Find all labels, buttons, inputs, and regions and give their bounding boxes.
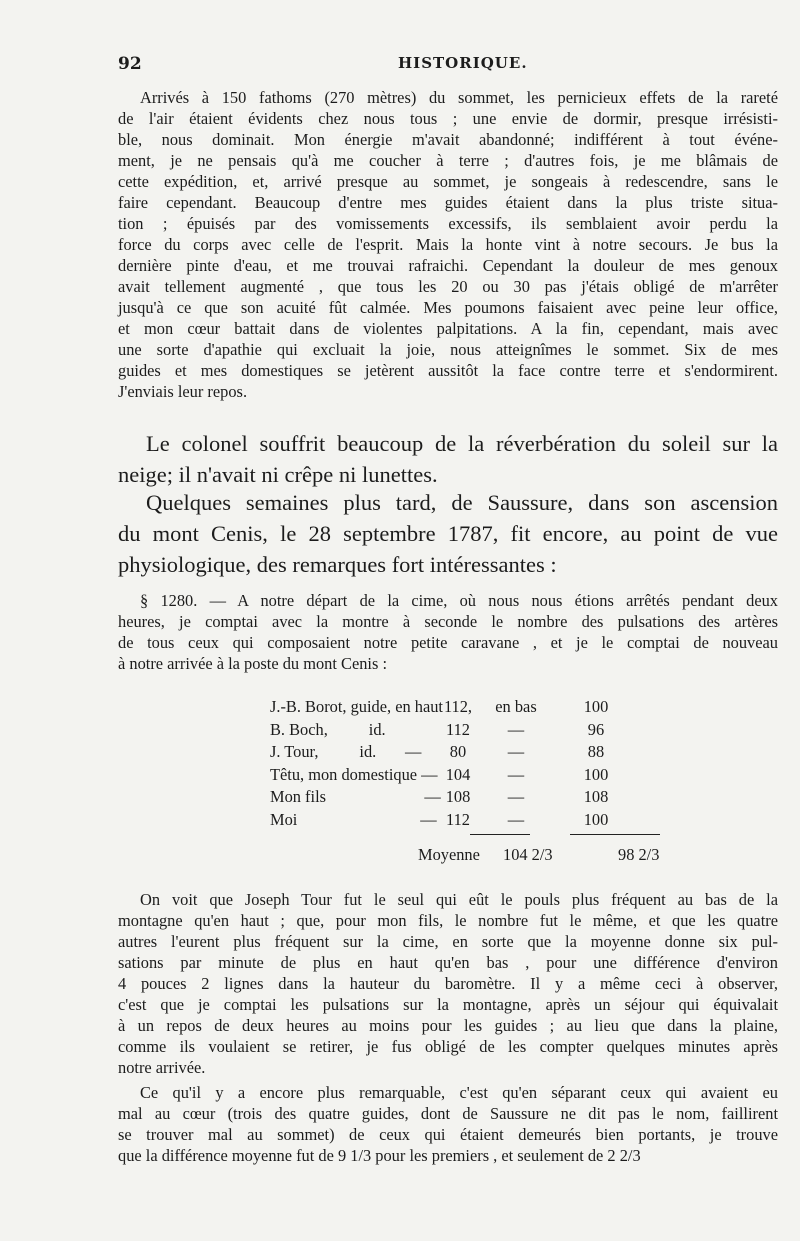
text-line: J'enviais leur repos. bbox=[118, 382, 248, 401]
text-line: Quelques semaines plus tard, de Saussure, dans son ascension bbox=[146, 490, 778, 515]
pulse-top: 112 bbox=[446, 809, 470, 829]
text-line: guides et mes domestiques se jetèrent aussitôt la face contre terre et s'endormirent. bbox=[118, 361, 778, 380]
text-line: que la différence moyenne fut de 9 1/3 pour les premiers , et seulement de 2 2/3 bbox=[118, 1146, 641, 1165]
pulse-top: 108 bbox=[445, 787, 471, 806]
text-line: de tous ceux qui composaient notre petite caravane , et je le comptai de nouveau bbox=[118, 633, 778, 652]
text-line: Arrivés à 150 fathoms (270 mètres) du sommet, les pernicieux effets de la rareté bbox=[140, 88, 778, 107]
text-line: Ce qu'il y a encore plus remarquable, c'est qu'en séparant ceux qui avaient eu bbox=[140, 1083, 778, 1102]
row-name: J. Tour, id. — bbox=[270, 742, 422, 761]
row-name: Moi — bbox=[270, 809, 437, 829]
page-number: 92 bbox=[118, 54, 142, 74]
separator: en bas bbox=[495, 697, 537, 716]
text-line: montagne qu'en haut ; que, pour mon fils, le nombre fut le même, et que les quatre bbox=[118, 911, 778, 930]
paragraph-commentary bbox=[118, 889, 778, 1078]
pulse-top: 80 bbox=[449, 742, 467, 761]
table-row bbox=[270, 720, 690, 743]
text-line: Le colonel souffrit beaucoup de la réverbération du soleil sur la bbox=[146, 431, 778, 456]
paragraph-saussure-intro bbox=[118, 487, 778, 580]
running-title: HISTORIQUE. bbox=[398, 54, 528, 72]
row-name: B. Boch, id. bbox=[270, 719, 386, 739]
sum-rule-bottom bbox=[570, 834, 660, 835]
text-line: de l'air étaient évidents chez nous tous ; une envie de dormir, presque irrésisti- bbox=[118, 109, 778, 128]
table-row bbox=[270, 742, 690, 765]
separator: — bbox=[507, 742, 525, 761]
text-line: force du corps avec celle de l'esprit. Mais la honte vint à notre secours. Je bus la bbox=[118, 235, 778, 254]
pulse-table bbox=[270, 697, 690, 864]
text-line: mal au cœur (trois des quatre guides, dont de Saussure ne dit pas le nom, faillirent bbox=[118, 1104, 778, 1123]
text-line: se trouver mal au sommet) de ceux qui étaient demeurés bien portants, je trouve bbox=[118, 1125, 778, 1144]
text-line: heures, je comptai avec la montre à seconde le nombre des pulsations des artères bbox=[118, 612, 778, 631]
paragraph-colonel bbox=[118, 428, 778, 490]
table-row bbox=[270, 810, 690, 833]
pulse-bottom: 100 bbox=[583, 764, 609, 784]
text-line: à un repos de deux heures au moins pour les guides ; au lieu que dans la plaine, bbox=[118, 1016, 778, 1035]
row-name: Mon fils — bbox=[270, 787, 441, 806]
average-top: 104 2/3 bbox=[503, 845, 553, 864]
pulse-top: 112, bbox=[443, 697, 473, 716]
text-line: sations par minute de plus en haut qu'en bas , pour une différence d'environ bbox=[118, 953, 778, 972]
table-row bbox=[270, 697, 690, 720]
text-line: ment, je ne pensais qu'à me coucher à terre ; d'autres fois, je me blâmais de bbox=[118, 151, 778, 170]
text-line: physiologique, des remarques fort intéressantes : bbox=[118, 552, 557, 577]
text-line: On voit que Joseph Tour fut le seul qui eût le pouls plus fréquent au bas de la bbox=[140, 890, 778, 909]
separator: — bbox=[507, 787, 525, 806]
page-header bbox=[118, 54, 778, 78]
average-row bbox=[270, 845, 690, 868]
text-line: neige; il n'avait ni crêpe ni lunettes. bbox=[118, 462, 438, 487]
separator: — bbox=[507, 764, 525, 784]
pulse-bottom: 100 bbox=[583, 697, 609, 716]
sum-rule-top bbox=[470, 834, 530, 835]
pulse-top: 104 bbox=[445, 764, 471, 784]
text-line: c'est que je comptai les pulsations sur la montagne, après un séjour qui équivalait bbox=[118, 995, 778, 1014]
text-line: faire cependant. Beaucoup d'entre mes guides étaient dans la plus triste situa- bbox=[118, 193, 778, 212]
table-row bbox=[270, 765, 690, 788]
pulse-bottom: 96 bbox=[587, 719, 605, 739]
pulse-bottom: 88 bbox=[587, 742, 605, 761]
quote-paragraph-1280 bbox=[118, 590, 778, 674]
pulse-bottom: 108 bbox=[583, 787, 609, 806]
separator: — bbox=[507, 809, 525, 829]
table-row bbox=[270, 787, 690, 810]
text-line: à notre arrivée à la poste du mont Cenis : bbox=[118, 654, 387, 673]
text-line: ble, nous dominait. Mon énergie m'avait abandonné; indifférent à tout événe- bbox=[118, 130, 778, 149]
text-line: du mont Cenis, le 28 septembre 1787, fit encore, au point de vue bbox=[118, 521, 778, 546]
text-line: autres l'eurent plus fréquent sur la cime, en sorte que la moyenne donne six pul- bbox=[118, 932, 778, 951]
text-line: tion ; épuisés par des vomissements excessifs, ils semblaient avoir perdu la bbox=[118, 214, 778, 233]
average-bottom: 98 2/3 bbox=[618, 845, 660, 864]
paragraph-mal-au-coeur bbox=[118, 1082, 778, 1166]
pulse-bottom: 100 bbox=[583, 809, 609, 829]
separator: — bbox=[507, 719, 525, 739]
text-line: et mon cœur battait dans de violentes palpitations. A la fin, cependant, mais avec bbox=[118, 319, 778, 338]
text-line: 4 pouces 2 lignes dans la hauteur du baromètre. Il y a même ceci à observer, bbox=[118, 974, 778, 993]
average-label: Moyenne bbox=[418, 845, 480, 864]
text-line: § 1280. — A notre départ de la cime, où nous nous étions arrêtés pendant deux bbox=[140, 591, 778, 610]
row-name: J.-B. Borot, guide, en haut bbox=[270, 697, 443, 716]
text-line: dernière pinte d'eau, et me trouvai rafraichi. Cependant la douleur de mes genoux bbox=[118, 256, 778, 275]
text-line: cette expédition, et, arrivé presque au sommet, je songeais à redescendre, sans le bbox=[118, 172, 778, 191]
text-line: une sorte d'apathie qui excluait la joie, nous atteignîmes le sommet. Six de mes bbox=[118, 340, 778, 359]
text-line: notre arrivée. bbox=[118, 1058, 206, 1077]
pulse-top: 112 bbox=[446, 719, 470, 739]
text-line: jusqu'à ce que son acuité fût calmée. Mes poumons faisaient avec peine leur office, bbox=[118, 298, 778, 317]
quote-paragraph-ascent bbox=[118, 87, 778, 402]
text-line: avait tellement augmenté , que tous les 20 ou 30 pas j'étais obligé de m'arrêter bbox=[118, 277, 778, 296]
text-line: comme ils voulaient se retirer, je fus obligé de les compter quelques minutes après bbox=[118, 1037, 778, 1056]
row-name: Têtu, mon domestique — bbox=[270, 764, 438, 784]
